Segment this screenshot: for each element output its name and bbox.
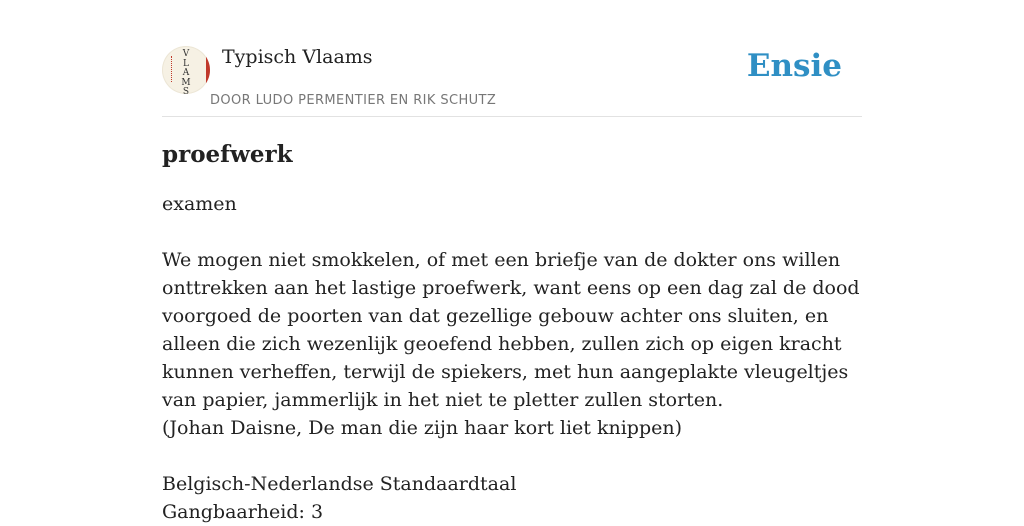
entry-frequency: Gangbaarheid: 3 <box>162 501 324 523</box>
site-header <box>162 0 862 117</box>
avatar-red-bar <box>206 54 210 88</box>
entry-word: proefwerk <box>162 141 293 168</box>
ensie-logo[interactable]: Ensie <box>746 48 842 84</box>
avatar-letters: V L A M S <box>181 49 191 94</box>
site-name[interactable]: Typisch Vlaams <box>222 46 373 68</box>
entry-example: We mogen niet smokkelen, of met een briefje van de dokter ons willen onttrekken aan het lastige proefwerk, want eens op een dag zal de dood voorgoed de poorten van dat gezellige gebouw achter ons sluiten, en alleen die zich wezenlijk geoefend hebben, zullen zich op eigen kracht kunnen verheffen, terwijl de spiekers, met hun aangeplakte vleugeltjes van papier, jammerlijk in het niet te pletter zullen storten. <box>162 249 860 411</box>
avatar[interactable] <box>162 46 210 94</box>
entry-source: (Johan Daisne, De man die zijn haar kort liet knippen) <box>162 417 683 439</box>
entry-content <box>162 138 862 526</box>
site-authors: DOOR LUDO PERMENTIER EN RIK SCHUTZ <box>210 93 497 108</box>
avatar-dots-decoration <box>171 56 175 82</box>
entry-definition: examen <box>162 193 237 215</box>
entry-standard-language: Belgisch-Nederlandse Standaardtaal <box>162 473 517 495</box>
